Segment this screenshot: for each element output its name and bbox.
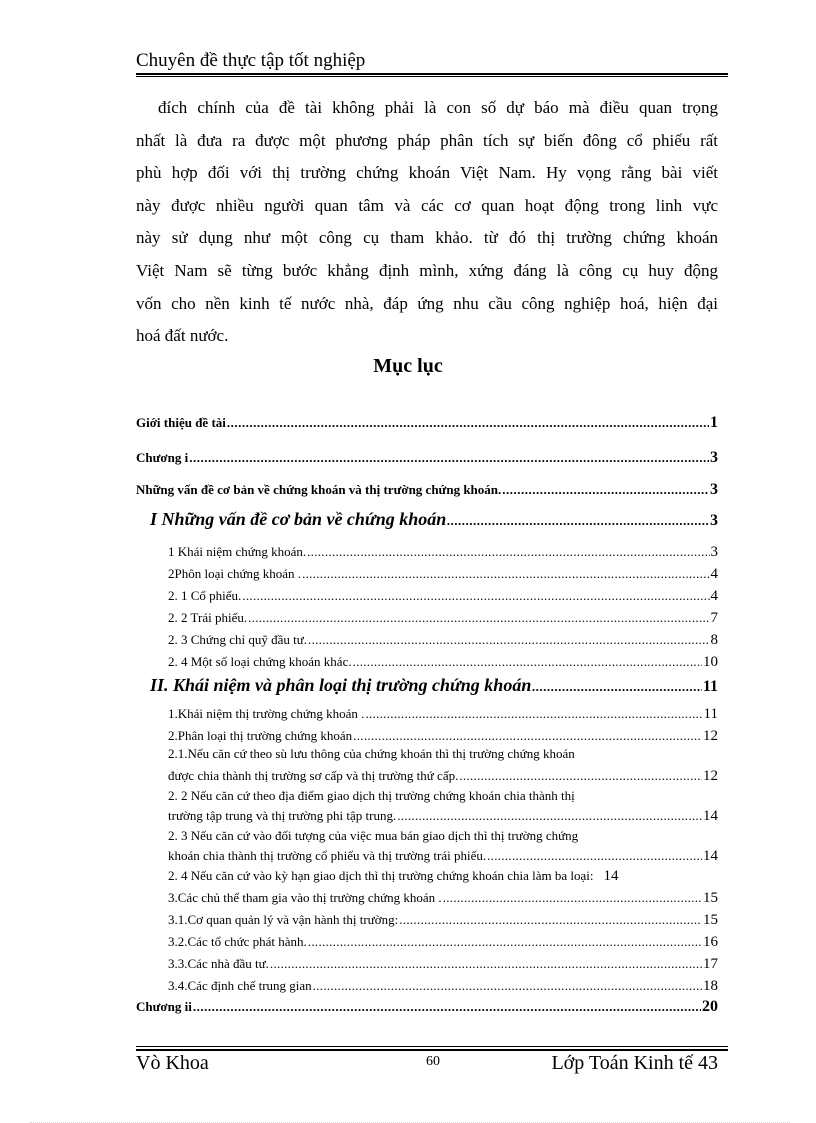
toc-entry[interactable]: [168, 768, 718, 785]
toc-leader: [248, 610, 709, 626]
toc-entry-chapter-1-title[interactable]: [136, 481, 718, 499]
toc-entry-label: II. Khái niệm và phân loại thị trường chứng khoán: [150, 675, 532, 695]
footer-author: Vò Khoa: [136, 1052, 209, 1074]
toc-entry-page: 3: [710, 449, 718, 466]
toc-entry-chapter-1[interactable]: [136, 449, 718, 467]
toc-entry-page: 10: [703, 654, 718, 670]
toc-entry-section-2[interactable]: [150, 675, 718, 696]
toc-leader: [308, 934, 702, 950]
toc-entry[interactable]: [168, 868, 728, 885]
body-line: đích chính của đề tài không phải là con số dự báo mà điều quan trọng: [158, 98, 718, 117]
toc-entry-page: 7: [710, 610, 718, 626]
toc-entry-label: 2. 4 Nếu căn cứ vào kỳ hạn giao dịch thì thị trường chứng khoán chia làm ba loại:: [168, 868, 594, 883]
toc-entry-page: 12: [703, 768, 718, 784]
toc-entry-label: Giới thiệu đề tài: [136, 415, 226, 430]
toc-entry-label: 1.Khái niệm thị trường chứng khoán .: [168, 706, 365, 721]
toc-entry-page: 14: [703, 808, 718, 824]
toc-entry-label: 1 Khái niệm chứng khoán.: [168, 544, 307, 559]
toc-entry-page: 18: [703, 978, 718, 994]
toc-entry-label: Chương ii: [136, 999, 192, 1014]
toc-entry-line1[interactable]: 2. 3 Nếu căn cứ vào đối tượng của việc mua bán giao dịch thì thị trường chứng: [168, 828, 579, 843]
toc-entry[interactable]: [168, 808, 718, 825]
body-line: này sử dụng như một công cụ tham khảo. từ đó thị trường chứng khoán: [136, 228, 718, 248]
toc-leader: [397, 808, 702, 824]
toc-entry[interactable]: [168, 588, 718, 605]
toc-entry-label: I Những vấn đề cơ bản về chứng khoán: [150, 509, 447, 529]
toc-leader: [242, 588, 709, 604]
toc-entry-label: 2. 3 Chứng chỉ quỹ đầu tư.: [168, 632, 308, 647]
toc-entry[interactable]: [168, 610, 718, 627]
toc-entry-page: 12: [703, 728, 718, 744]
toc-entry[interactable]: [168, 566, 718, 583]
toc-entry[interactable]: [168, 544, 718, 561]
toc-entry-page: 4: [710, 566, 718, 582]
toc-entry-section-1[interactable]: [150, 509, 718, 530]
page-number: 60: [426, 1054, 440, 1069]
toc-entry[interactable]: [168, 912, 718, 929]
toc-entry-label: được chia thành thị trường sơ cấp và thị trường thứ cấp.: [168, 768, 459, 783]
toc-entry-line1[interactable]: 2. 2 Nếu căn cứ theo địa điểm giao dịch thị trường chứng khoán chia thành thị: [168, 788, 575, 803]
toc-entry-page: 15: [703, 912, 718, 928]
body-line: phù hợp đối với thị trường chứng khoán Việt Nam. Hy vọng rằng bài viết: [136, 163, 718, 183]
toc-entry-page: 11: [702, 678, 718, 695]
toc-entry-page: 3: [710, 481, 718, 498]
footer-class-name: Lớp Toán Kinh tế 43: [551, 1052, 718, 1074]
body-line: nhất là đưa ra được một phương pháp phân tích sự biến đông cổ phiếu rất: [136, 130, 718, 150]
toc-entry[interactable]: [168, 706, 718, 723]
toc-entry-page: 16: [703, 934, 718, 950]
body-line: này được nhiều người quan tâm và các cơ quan hoạt động trong linh vực: [136, 195, 718, 215]
toc-entry-label: 3.3.Các nhà đầu tư.: [168, 956, 269, 971]
toc-entry-page: 20: [702, 998, 718, 1015]
toc-leader: [308, 632, 709, 648]
toc-entry-chapter-2[interactable]: [136, 998, 718, 1016]
toc-leader: [459, 768, 702, 784]
toc-entry-label: 2. 4 Một số loại chứng khoán khác.: [168, 654, 352, 669]
toc-entry[interactable]: [168, 632, 718, 649]
toc-entry[interactable]: [168, 848, 718, 865]
toc-leader: [302, 566, 709, 582]
toc-entry[interactable]: [168, 934, 718, 951]
toc-entry-page: 14: [703, 848, 718, 864]
toc-entry-page: 3: [710, 512, 718, 529]
toc-leader: [353, 728, 702, 744]
toc-entry-label: 3.Các chủ thể tham gia vào thị trường chứng khoán .: [168, 890, 442, 905]
toc-leader: [443, 890, 702, 906]
toc-entry-label: 2.Phân loại thị trường chứng khoán: [168, 728, 353, 743]
toc-leader: [399, 912, 702, 928]
toc-entry-page: 14: [603, 868, 619, 884]
toc-entry[interactable]: [168, 890, 718, 907]
toc-entry-page: 17: [703, 956, 718, 972]
toc-leader: [502, 482, 709, 498]
toc-leader: [227, 415, 709, 431]
toc-entry-label: 3.4.Các định chế trung gian: [168, 978, 312, 993]
toc-entry-page: 11: [703, 706, 718, 722]
toc-leader: [532, 679, 702, 695]
toc-entry-label: 2. 1 Cổ phiếu.: [168, 588, 242, 603]
toc-entry-label: 2. 2 Trái phiếu.: [168, 610, 248, 625]
body-line: Việt Nam sẽ từng bước khẳng định mình, xứng đáng là công cụ huy động: [136, 260, 718, 280]
toc-leader: [307, 544, 709, 560]
toc-entry-intro[interactable]: [136, 414, 718, 432]
toc-entry-page: 1: [710, 414, 718, 431]
toc-entry[interactable]: [168, 728, 718, 745]
toc-entry-label: trường tập trung và thị trường phi tập trung.: [168, 808, 397, 823]
toc-leader: [365, 706, 702, 722]
toc-entry-label: 2Phôn loại chứng khoán .: [168, 566, 302, 581]
toc-entry-page: 4: [710, 588, 718, 604]
toc-entry-label: 3.1.Cơ quan quản lý và vận hành thị trường:: [168, 912, 399, 927]
toc-leader: [270, 956, 702, 972]
toc-leader: [193, 999, 701, 1015]
toc-entry-label: 3.2.Các tổ chức phát hành.: [168, 934, 307, 949]
toc-entry[interactable]: [168, 654, 718, 671]
toc-entry-page: 8: [710, 632, 718, 648]
toc-leader: [447, 513, 709, 529]
toc-leader: [487, 848, 702, 864]
toc-leader: [313, 978, 702, 994]
footer-rule: [136, 1049, 728, 1051]
toc-entry-page: 3: [710, 544, 718, 560]
header-title: Chuyên đề thực tập tốt nghiệp: [136, 50, 366, 71]
body-line: vốn cho nền kinh tế nước nhà, đáp ứng nhu cầu công nghiệp hoá, hiện đại: [136, 293, 718, 313]
toc-entry[interactable]: [168, 956, 718, 973]
toc-entry[interactable]: [168, 978, 718, 995]
toc-entry-label: Những vấn đề cơ bản về chứng khoán và thị trường chứng khoán.: [136, 482, 502, 497]
toc-entry-label: Chương i: [136, 450, 189, 465]
toc-entry-page: 15: [703, 890, 718, 906]
toc-entry-line1[interactable]: 2.1.Nếu căn cứ theo sù lưu thông của chứng khoán thì thị trường chứng khoán: [168, 746, 575, 761]
toc-entry-label: khoán chia thành thị trường cổ phiếu và thị trường trái phiếu.: [168, 848, 487, 863]
toc-leader: [353, 654, 702, 670]
toc-leader: [189, 450, 709, 466]
footer-rule-thin: [136, 1046, 728, 1047]
toc-title: Mục lục: [373, 355, 443, 377]
body-line: hoá đất nước.: [136, 326, 229, 346]
